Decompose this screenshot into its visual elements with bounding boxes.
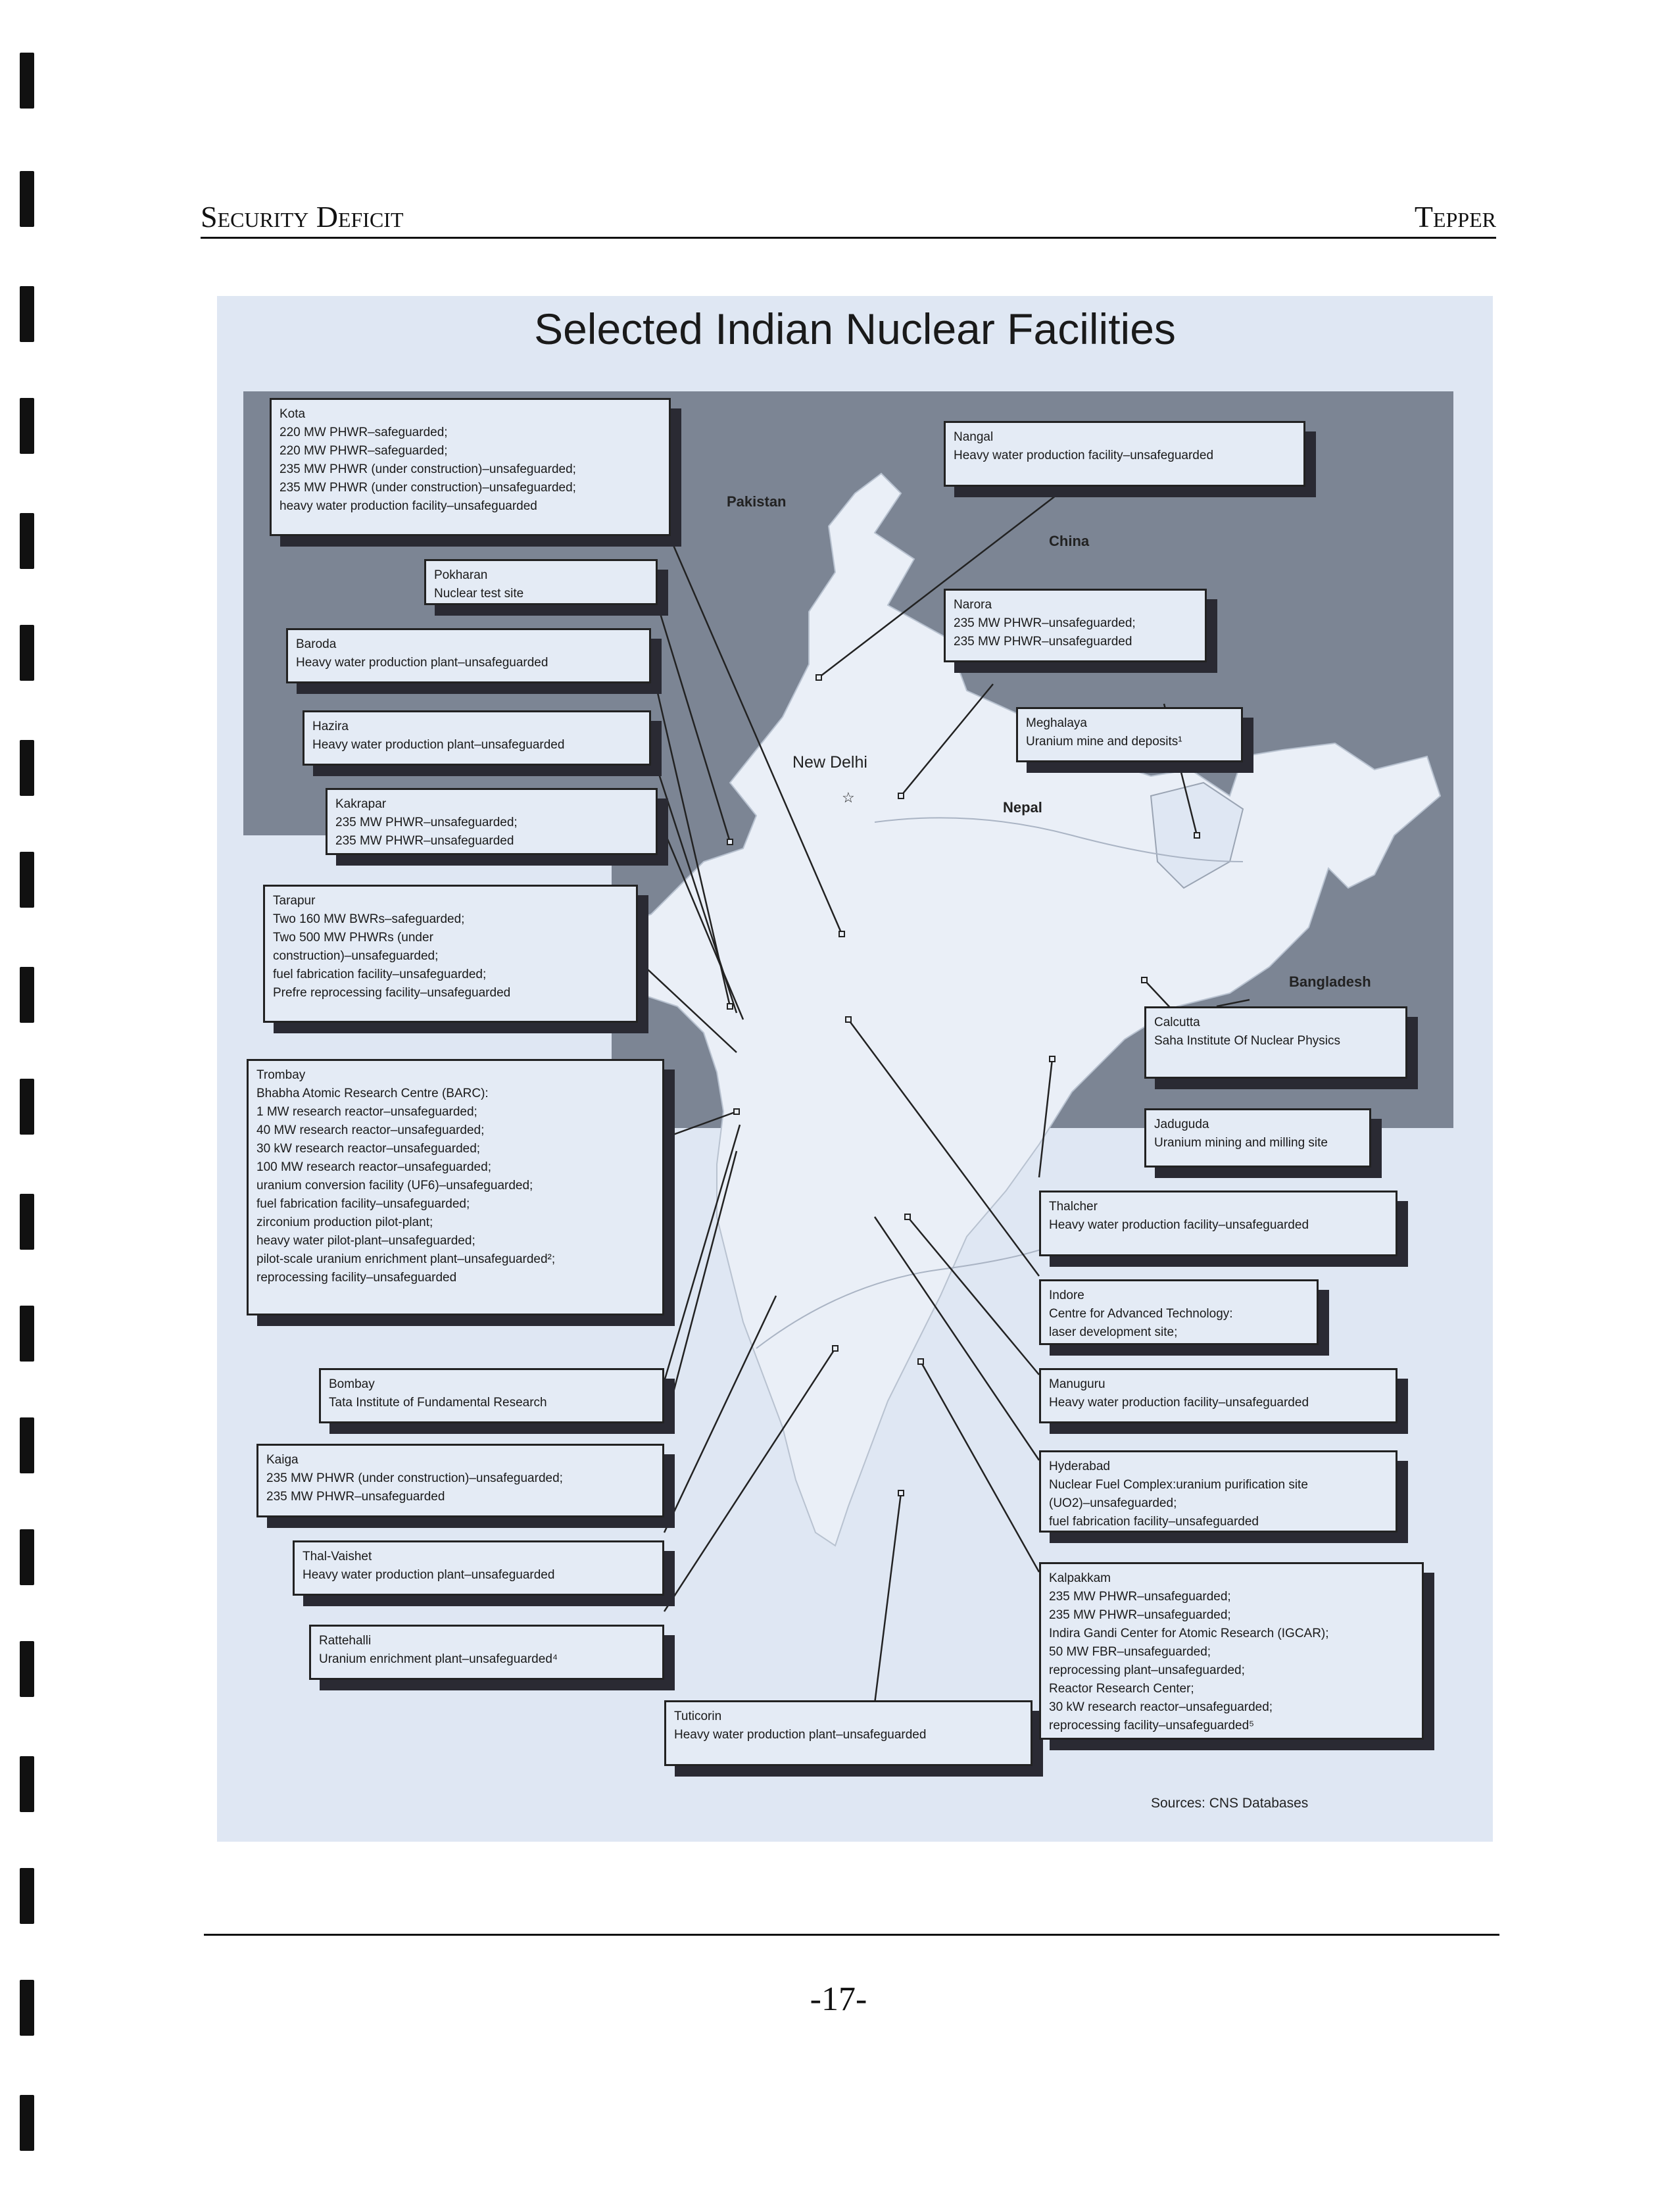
- facility-name: Rattehalli: [319, 1634, 372, 1648]
- facility-name: Meghalaya: [1026, 716, 1087, 730]
- facility-box-tuticorin: [664, 1700, 1033, 1766]
- binder-hole: [20, 513, 34, 569]
- facility-detail: Indira Gandi Center for Atomic Research (IGCAR);: [1049, 1627, 1329, 1640]
- facility-detail: fuel fabrication facility–unsafeguarded;: [273, 968, 487, 981]
- facility-box-baroda: [286, 628, 651, 683]
- facility-name: Pokharan: [434, 568, 488, 582]
- facility-detail: 30 kW research reactor–unsafeguarded;: [1049, 1700, 1273, 1714]
- facility-name: Nangal: [954, 430, 994, 444]
- facility-box-kakrapar: [326, 788, 658, 855]
- binder-hole: [20, 171, 34, 227]
- facility-marker-jaduguda: [1142, 977, 1147, 983]
- binder-hole: [20, 2095, 34, 2151]
- facility-marker-narora: [898, 793, 904, 799]
- facility-box-kalpakkam: [1039, 1562, 1424, 1740]
- facility-detail: Saha Institute Of Nuclear Physics: [1154, 1034, 1341, 1048]
- facility-detail: Uranium mining and milling site: [1154, 1136, 1328, 1150]
- facility-name: Thalcher: [1049, 1200, 1098, 1214]
- facility-detail: 235 MW PHWR–unsafeguarded;: [1049, 1608, 1231, 1622]
- binder-hole: [20, 1529, 34, 1585]
- binder-hole: [20, 398, 34, 454]
- footer-rule: [204, 1934, 1499, 1936]
- header-title: Security Deficit: [201, 200, 404, 233]
- facility-name: Baroda: [296, 637, 337, 651]
- facility-box-narora: [944, 589, 1207, 662]
- facility-detail: 220 MW PHWR–safeguarded;: [280, 444, 448, 458]
- facility-name: Thal-Vaishet: [303, 1550, 372, 1563]
- facility-box-kaiga: [256, 1444, 664, 1517]
- facility-detail: Bhabha Atomic Research Centre (BARC):: [256, 1087, 489, 1100]
- facility-detail: Uranium mine and deposits¹: [1026, 735, 1182, 749]
- facility-box-thal-vaishet: [293, 1540, 664, 1596]
- facilities-map-figure: [217, 296, 1493, 1842]
- facility-box-trombay: [247, 1059, 664, 1315]
- facility-name: Trombay: [256, 1068, 306, 1082]
- facility-detail: fuel fabrication facility–unsafeguarded;: [256, 1197, 470, 1211]
- facility-name: Jaduguda: [1154, 1118, 1209, 1131]
- facility-detail: Two 500 MW PHWRs (under: [273, 931, 433, 945]
- facility-detail: 235 MW PHWR–unsafeguarded: [335, 834, 514, 848]
- facility-marker-baroda: [727, 1004, 733, 1009]
- facility-detail: Heavy water production plant–unsafeguarded: [674, 1728, 927, 1742]
- facility-detail: Centre for Advanced Technology:: [1049, 1307, 1233, 1321]
- leader-line-tuticorin: [875, 1493, 901, 1704]
- binder-hole: [20, 1417, 34, 1473]
- facility-marker-manuguru: [905, 1214, 910, 1219]
- facility-detail: laser development site;: [1049, 1325, 1178, 1339]
- facility-marker-kalpakkam: [918, 1359, 923, 1364]
- facility-detail: reprocessing facility–unsafeguarded: [256, 1271, 457, 1285]
- facility-detail: reprocessing facility–unsafeguarded⁵: [1049, 1719, 1255, 1733]
- facility-detail: Heavy water production facility–unsafeguarded: [954, 449, 1214, 462]
- facility-box-bombay: [319, 1368, 664, 1423]
- facility-detail: Heavy water production plant–unsafeguarded: [312, 738, 565, 752]
- facility-name: Indore: [1049, 1289, 1084, 1302]
- facility-detail: 235 MW PHWR (under construction)–unsafeguarded;: [280, 462, 576, 476]
- binder-hole: [20, 967, 34, 1023]
- facility-box-tarapur: [263, 885, 638, 1023]
- facility-detail: Heavy water production plant–unsafeguarded: [296, 656, 548, 670]
- facility-detail: fuel fabrication facility–unsafeguarded: [1049, 1515, 1259, 1529]
- country-label-pakistan: Pakistan: [727, 493, 787, 510]
- facility-detail: 100 MW research reactor–unsafeguarded;: [256, 1160, 491, 1174]
- facility-name: Kalpakkam: [1049, 1571, 1111, 1585]
- facility-name: Hyderabad: [1049, 1460, 1110, 1473]
- facility-detail: Heavy water production facility–unsafeguarded: [1049, 1396, 1309, 1410]
- facility-marker-tuticorin: [898, 1490, 904, 1496]
- facility-name: Hazira: [312, 720, 349, 733]
- facility-name: Kakrapar: [335, 797, 387, 811]
- facility-box-hyderabad: [1039, 1450, 1398, 1533]
- leader-line-kaiga: [664, 1151, 737, 1427]
- capital-star-icon: ☆: [842, 789, 855, 806]
- facility-detail: zirconium production pilot-plant;: [256, 1216, 433, 1229]
- facility-detail: reprocessing plant–unsafeguarded;: [1049, 1663, 1245, 1677]
- facility-name: Kaiga: [266, 1453, 299, 1467]
- country-label-china: China: [1049, 533, 1090, 549]
- facility-name: Narora: [954, 598, 992, 612]
- facility-detail: Heavy water production plant–unsafeguarded: [303, 1568, 555, 1582]
- facility-name: Calcutta: [1154, 1016, 1200, 1029]
- facility-name: Manuguru: [1049, 1377, 1106, 1391]
- header-author: Tepper: [1414, 200, 1496, 233]
- facility-detail: 235 MW PHWR–unsafeguarded;: [1049, 1590, 1231, 1604]
- figure-title: Selected Indian Nuclear Facilities: [534, 305, 1176, 353]
- facility-detail: uranium conversion facility (UF6)–unsafeguarded;: [256, 1179, 533, 1192]
- page-number: -17-: [810, 1980, 867, 2018]
- facility-detail: 220 MW PHWR–safeguarded;: [280, 426, 448, 439]
- facility-detail: Prefre reprocessing facility–unsafeguarded: [273, 986, 511, 1000]
- facility-box-thalcher: [1039, 1191, 1398, 1256]
- facility-detail: 235 MW PHWR–unsafeguarded;: [954, 616, 1136, 630]
- facility-detail: Uranium enrichment plant–unsafeguarded⁴: [319, 1652, 558, 1666]
- binder-hole: [20, 625, 34, 681]
- facility-detail: Tata Institute of Fundamental Research: [329, 1396, 547, 1410]
- facility-detail: 1 MW research reactor–unsafeguarded;: [256, 1105, 477, 1119]
- facility-detail: 235 MW PHWR–unsafeguarded;: [335, 816, 518, 829]
- facility-box-hazira: [303, 710, 651, 766]
- facility-marker-pokharan: [727, 839, 733, 845]
- facility-box-meghalaya: [1016, 707, 1243, 762]
- facility-box-calcutta: [1144, 1006, 1407, 1079]
- binder-hole: [20, 1641, 34, 1697]
- facility-detail: construction)–unsafeguarded;: [273, 949, 439, 963]
- facility-detail: (UO2)–unsafeguarded;: [1049, 1496, 1177, 1510]
- facility-detail: 235 MW PHWR (under construction)–unsafeguarded;: [266, 1471, 563, 1485]
- facility-marker-kota: [839, 931, 844, 937]
- facility-detail: 40 MW research reactor–unsafeguarded;: [256, 1123, 485, 1137]
- facility-marker-indore: [846, 1017, 851, 1022]
- binder-hole: [20, 1079, 34, 1135]
- binder-hole: [20, 1306, 34, 1362]
- facility-marker-meghalaya: [1194, 833, 1200, 838]
- facility-name: Kota: [280, 407, 306, 421]
- facility-detail: 235 MW PHWR–unsafeguarded: [266, 1490, 445, 1504]
- facility-detail: Nuclear test site: [434, 587, 524, 601]
- facility-box-indore: [1039, 1279, 1319, 1345]
- facility-detail: 50 MW FBR–unsafeguarded;: [1049, 1645, 1211, 1659]
- binder-hole: [20, 852, 34, 908]
- facility-marker-trombay: [734, 1109, 739, 1114]
- facility-detail: Two 160 MW BWRs–safeguarded;: [273, 912, 465, 926]
- binder-hole: [20, 1194, 34, 1250]
- facility-box-jaduguda: [1144, 1108, 1371, 1167]
- facility-detail: heavy water production facility–unsafeguarded: [280, 499, 537, 513]
- facility-box-manuguru: [1039, 1368, 1398, 1423]
- facility-detail: 30 kW research reactor–unsafeguarded;: [256, 1142, 481, 1156]
- binder-hole: [20, 286, 34, 342]
- facility-name: Tuticorin: [674, 1709, 722, 1723]
- facility-detail: 235 MW PHWR (under construction)–unsafeguarded;: [280, 481, 576, 495]
- facility-name: Bombay: [329, 1377, 375, 1391]
- facility-detail: pilot-scale uranium enrichment plant–unsafeguarded²;: [256, 1252, 556, 1266]
- facility-detail: 235 MW PHWR–unsafeguarded: [954, 635, 1132, 649]
- facility-name: Tarapur: [273, 894, 316, 908]
- country-label-bangladesh: Bangladesh: [1289, 973, 1371, 990]
- facility-box-kota: [270, 398, 671, 536]
- facility-box-nangal: [944, 421, 1305, 487]
- facility-marker-nangal: [816, 675, 821, 680]
- leader-line-thal-vaishet: [664, 1296, 776, 1533]
- facility-detail: heavy water pilot-plant–unsafeguarded;: [256, 1234, 475, 1248]
- facility-marker-thalcher: [1050, 1056, 1055, 1062]
- figure-sources: Sources: CNS Databases: [1151, 1796, 1309, 1811]
- facility-box-rattehalli: [309, 1625, 664, 1680]
- binder-hole: [20, 740, 34, 796]
- running-header: [201, 191, 1496, 239]
- facility-detail: Nuclear Fuel Complex:uranium purification site: [1049, 1478, 1308, 1492]
- facility-detail: Heavy water production facility–unsafeguarded: [1049, 1218, 1309, 1232]
- facility-detail: Reactor Research Center;: [1049, 1682, 1194, 1696]
- country-label-nepal: Nepal: [1003, 799, 1042, 816]
- binder-hole: [20, 1756, 34, 1812]
- binder-hole: [20, 1868, 34, 1924]
- facility-marker-rattehalli: [833, 1346, 838, 1351]
- capital-label: New Delhi: [792, 753, 867, 772]
- binder-hole: [20, 53, 34, 109]
- leader-line-kalpakkam: [921, 1362, 1039, 1572]
- facility-box-pokharan: [424, 559, 658, 605]
